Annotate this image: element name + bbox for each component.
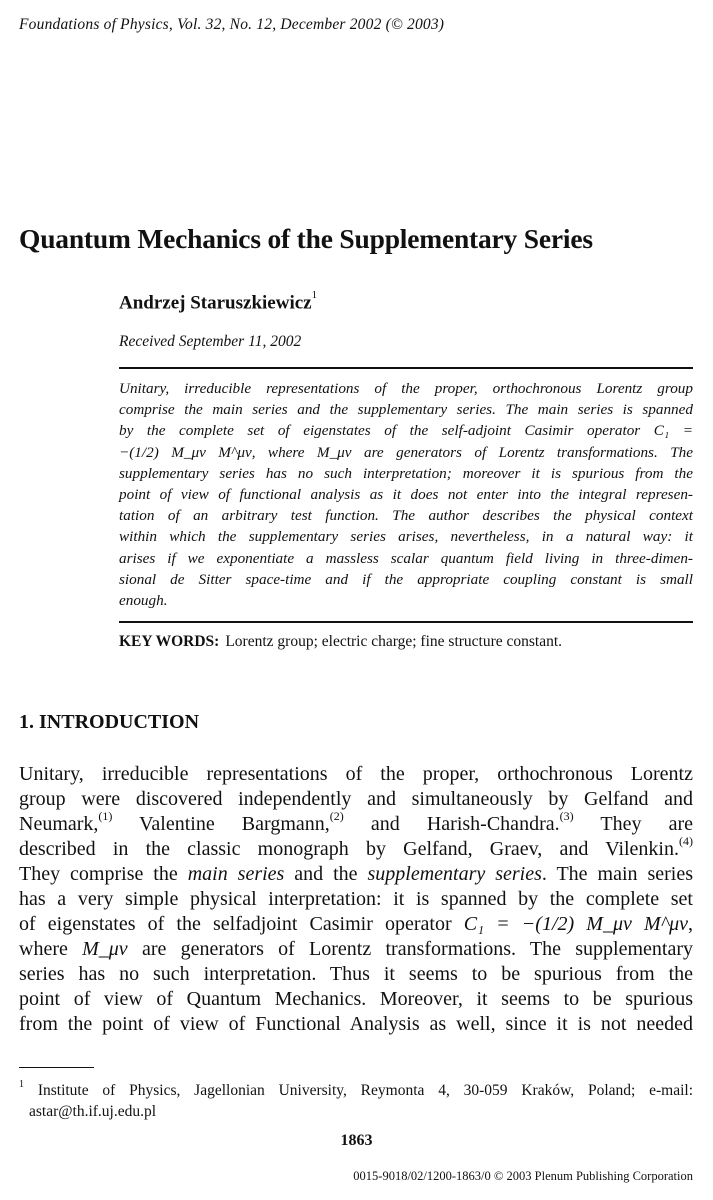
abstract-top-rule	[119, 367, 693, 369]
text-run: They are	[573, 813, 693, 835]
abstract-line: tation of an arbitrary test function. The author describes the physical context	[119, 507, 693, 525]
abstract-line: comprise the main series and the supplementary series. The main series is spanned	[119, 401, 693, 419]
abstract	[119, 378, 693, 611]
text-run: described in the classic monograph by Gelfand, Graev, and Vilenkin.	[19, 838, 679, 860]
body-line: from the point of view of Functional Analysis as well, since it is not needed	[19, 1013, 693, 1035]
text-run: where	[19, 938, 83, 960]
footnote-line	[19, 1077, 693, 1102]
abstract-line: sional de Sitter space-time and if the appropriate coupling constant is small	[119, 570, 693, 588]
keywords-text: Lorentz group; electric charge; fine structure constant.	[225, 633, 563, 650]
abstract-line: within which the supplementary series arises, nevertheless, in a natural way: it	[119, 528, 693, 546]
abstract-line: supplementary series has no such interpretation; moreover it is spurious from the	[119, 464, 693, 482]
abstract-line: −(1/2) M_μν M^μν, where M_μν are generators of Lorentz transformations. The	[119, 443, 693, 461]
abstract-line: Unitary, irreducible representations of the proper, orthochronous Lorentz group	[119, 380, 693, 397]
body-line	[19, 912, 693, 937]
body-line: series has no such interpretation. Thus it seems to be spurious from the	[19, 963, 693, 985]
emphasis-main-series: main series	[187, 863, 285, 885]
body-line: has a very simple physical interpretation: it is spanned by the complete set	[19, 888, 693, 910]
body-line: group were discovered independently and simultaneously by Gelfand and	[19, 788, 693, 810]
casimir-formula: C₁ = −(1/2) M_μν M^μν	[463, 913, 688, 935]
received-date: Received September 11, 2002	[119, 333, 302, 350]
text-run: are generators of Lorentz transformations. The supplementary	[127, 938, 693, 960]
text-run: of eigenstates of the selfadjoint Casimir operator	[19, 913, 464, 935]
footnote-mark: 1	[19, 1079, 24, 1090]
author-footnote-mark: 1	[311, 289, 318, 301]
abstract-line: point of view of functional analysis as it does not enter into the integral represen-	[119, 485, 693, 503]
citation-ref: (2)	[329, 809, 344, 824]
abstract-bottom-rule	[119, 621, 693, 623]
text-run: ,	[688, 913, 693, 935]
paper-title: Quantum Mechanics of the Supplementary Series	[19, 223, 593, 254]
body-line	[19, 834, 693, 862]
body-line: Unitary, irreducible representations of the proper, orthochronous Lorentz	[19, 763, 693, 785]
body-line	[19, 809, 693, 837]
keywords-label: KEY WORDS:	[119, 633, 220, 650]
page-number: 1863	[340, 1132, 373, 1149]
citation-ref: (4)	[679, 834, 693, 849]
publisher-line: 0015-9018/02/1200-1863/0 © 2003 Plenum Publishing Corporation	[353, 1169, 693, 1183]
footnote-rule	[19, 1067, 94, 1068]
text-run: They comprise the	[19, 863, 188, 885]
generator-symbol: M_μν	[82, 938, 128, 960]
running-head: Foundations of Physics, Vol. 32, No. 12, December 2002 (© 2003)	[19, 16, 445, 33]
abstract-line: enough.	[119, 591, 168, 609]
citation-ref: (3)	[559, 809, 574, 824]
text-run: . The main series	[541, 863, 693, 885]
text-run: Neumark,	[19, 813, 99, 835]
footnote-text: Institute of Physics, Jagellonian University, Reymonta 4, 30-059 Kraków, Poland; e-mail:	[37, 1082, 694, 1100]
body-line	[19, 937, 693, 962]
body-paragraph	[19, 762, 693, 1037]
footnote	[19, 1077, 693, 1122]
keywords	[119, 633, 562, 651]
author-name	[119, 289, 318, 314]
text-run: Valentine Bargmann,	[112, 813, 330, 835]
body-line: point of view of Quantum Mechanics. Moreover, it seems to be spurious	[19, 988, 693, 1010]
emphasis-supplementary-series: supplementary series	[367, 863, 542, 885]
section-heading: 1. INTRODUCTION	[19, 711, 200, 733]
citation-ref: (1)	[98, 809, 113, 824]
abstract-line: arises if we exponentiate a massless scalar quantum field living in three-dimen-	[119, 549, 693, 567]
footnote-email[interactable]: astar@th.if.uj.edu.pl	[29, 1102, 157, 1120]
author-text: Andrzej Staruszkiewicz	[119, 292, 312, 314]
body-line	[19, 862, 693, 887]
abstract-line: by the complete set of eigenstates of the self-adjoint Casimir operator C₁ =	[119, 422, 693, 440]
text-run: and the	[284, 863, 368, 885]
text-run: and Harish-Chandra.	[343, 813, 560, 835]
